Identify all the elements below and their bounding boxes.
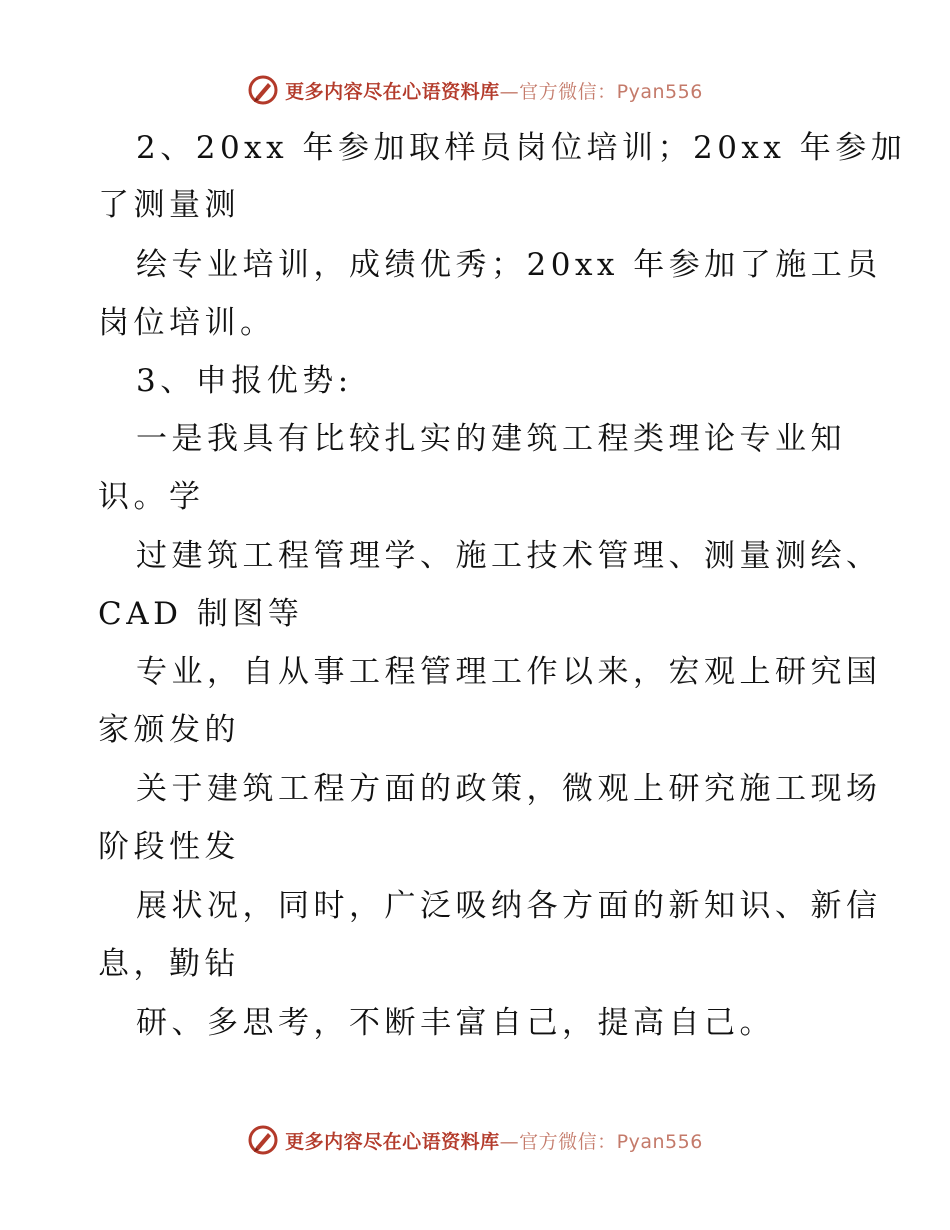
watermark-contact: —官方微信：Pyan556 [499, 80, 703, 103]
paragraph-line: 关于建筑工程方面的政策，微观上研究施工现场 [136, 771, 882, 807]
paragraph-line: 一是我具有比较扎实的建筑工程类理论专业知 [136, 421, 846, 457]
paragraph-line: 2、20xx 年参加取样员岗位培训；20xx 年参加 [136, 130, 907, 166]
paragraph-line: 息，勤钻 [98, 946, 240, 982]
watermark-title: 更多内容尽在心语资料库 [285, 80, 500, 103]
paragraph-line: 3、申报优势: [136, 363, 353, 399]
paragraph-line: 展状况，同时，广泛吸纳各方面的新知识、新信 [136, 888, 882, 924]
paragraph-line: 过建筑工程管理学、施工技术管理、测量测绘、 [136, 538, 882, 574]
paragraph-line: 研、多思考，不断丰富自己，提高自己。 [136, 1005, 775, 1041]
pen-logo-icon [247, 1124, 279, 1156]
paragraph-line: 家颁发的 [98, 712, 240, 748]
paragraph-line: 了测量测 [98, 187, 240, 223]
paragraph-line: 识。学 [98, 479, 205, 515]
paragraph-line: 绘专业培训，成绩优秀；20xx 年参加了施工员 [136, 247, 882, 283]
header-watermark [0, 70, 950, 110]
footer-watermark [0, 1120, 950, 1160]
paragraph-line: 岗位培训。 [98, 305, 276, 341]
paragraph-line: 阶段性发 [98, 829, 240, 865]
paragraph-line: CAD 制图等 [98, 596, 304, 632]
paragraph-line: 专业，自从事工程管理工作以来，宏观上研究国 [136, 654, 882, 690]
watermark-title: 更多内容尽在心语资料库 [285, 1130, 500, 1153]
watermark-contact: —官方微信：Pyan556 [499, 1130, 703, 1153]
pen-logo-icon [247, 74, 279, 106]
